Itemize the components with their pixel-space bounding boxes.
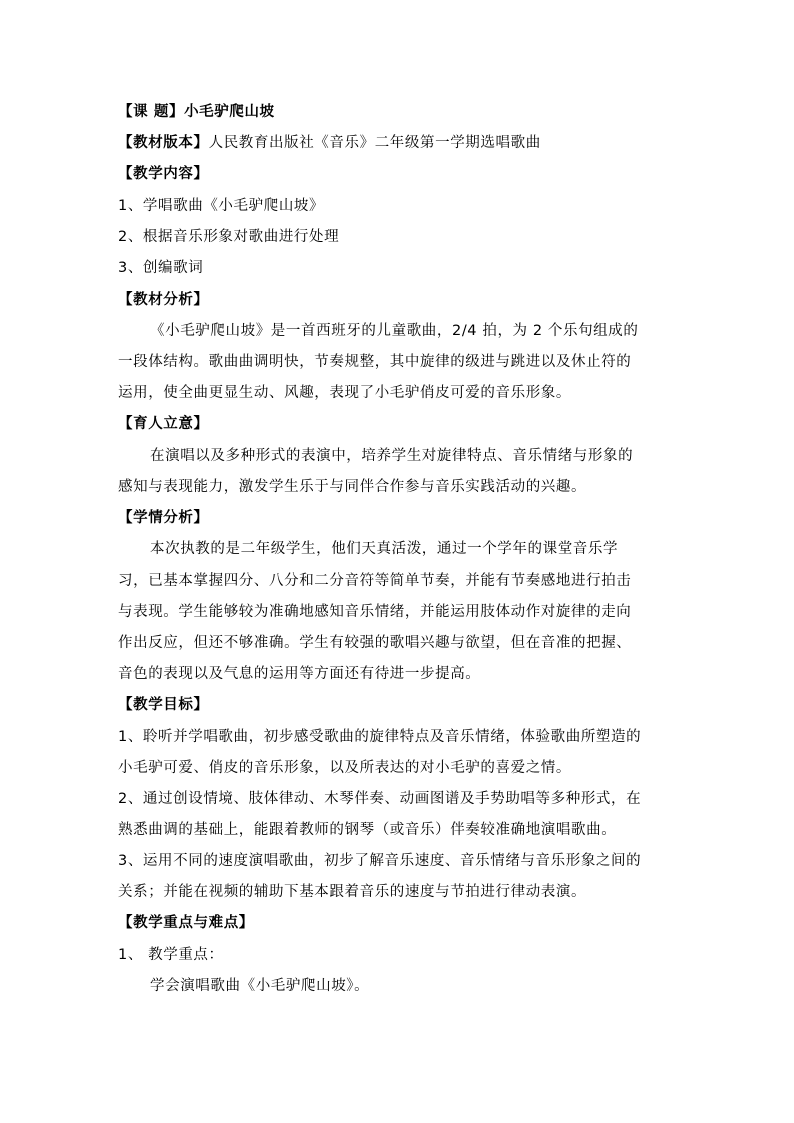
education-heading: 【育人立意】 xyxy=(118,416,209,432)
analysis-heading: 【教材分析】 xyxy=(118,292,209,308)
students-line: 作出反应，但还不够准确。学生有较强的歌唱兴趣与欲望，但在音准的把握、 xyxy=(118,635,632,651)
content-item: 3、创编歌词 xyxy=(118,260,204,276)
education-line: 在演唱以及多种形式的表演中，培养学生对旋律特点、音乐情绪与形象的 xyxy=(150,448,634,464)
analysis-line: 《小毛驴爬山坡》是一首西班牙的儿童歌曲，2/4 拍，为 2 个乐句组成的 xyxy=(150,323,639,339)
edition-line xyxy=(118,133,678,153)
edition-label: 【教材版本】 xyxy=(118,135,209,151)
goals-line: 1、聆听并学唱歌曲，初步感受歌曲的旋律特点及音乐情绪，体验歌曲所塑造的 xyxy=(118,729,642,745)
content-heading: 【教学内容】 xyxy=(118,166,209,182)
goals-line: 小毛驴可爱、俏皮的音乐形象，以及所表达的对小毛驴的喜爱之情。 xyxy=(118,760,571,776)
education-line: 感知与表现能力，激发学生乐于与同伴合作参与音乐实践活动的兴趣。 xyxy=(118,479,587,495)
students-line: 与表现。学生能够较为准确地感知音乐情绪，并能运用肢体动作对旋律的走向 xyxy=(118,604,632,620)
analysis-line: 一段体结构。歌曲曲调明快，节奏规整，其中旋律的级进与跳进以及休止符的 xyxy=(118,354,632,370)
course-title-line xyxy=(118,102,678,122)
course-title: 小毛驴爬山坡 xyxy=(184,104,275,120)
students-line: 本次执教的是二年级学生，他们天真活泼，通过一个学年的课堂音乐学 xyxy=(150,541,619,557)
content-item: 1、学唱歌曲《小毛驴爬山坡》 xyxy=(118,198,325,214)
analysis-line: 运用，使全曲更显生动、风趣，表现了小毛驴俏皮可爱的音乐形象。 xyxy=(118,385,571,401)
students-heading: 【学情分析】 xyxy=(118,510,209,526)
goals-line: 熟悉曲调的基础上，能跟着教师的钢琴（或音乐）伴奏较准确地演唱歌曲。 xyxy=(118,822,617,838)
goals-line: 3、运用不同的速度演唱歌曲，初步了解音乐速度、音乐情绪与音乐形象之间的 xyxy=(118,853,642,869)
course-label: 【课 题】 xyxy=(118,104,185,120)
key-item: 1、 教学重点： xyxy=(118,947,224,963)
edition-text: 人民教育出版社《音乐》二年级第一学期选唱歌曲 xyxy=(208,135,541,151)
key-heading: 【教学重点与难点】 xyxy=(118,915,254,931)
goals-heading: 【教学目标】 xyxy=(118,697,209,713)
students-line: 音色的表现以及气息的运用等方面还有待进一步提高。 xyxy=(118,666,481,682)
goals-line: 2、通过创设情境、肢体律动、木琴伴奏、动画图谱及手势助唱等多种形式，在 xyxy=(118,791,642,807)
key-text: 学会演唱歌曲《小毛驴爬山坡》。 xyxy=(150,978,370,994)
content-item: 2、根据音乐形象对歌曲进行处理 xyxy=(118,229,340,245)
goals-line: 关系；并能在视频的辅助下基本跟着音乐的速度与节拍进行律动表演。 xyxy=(118,884,587,900)
students-line: 习，已基本掌握四分、八分和二分音符等简单节奏，并能有节奏感地进行拍击 xyxy=(118,573,632,589)
